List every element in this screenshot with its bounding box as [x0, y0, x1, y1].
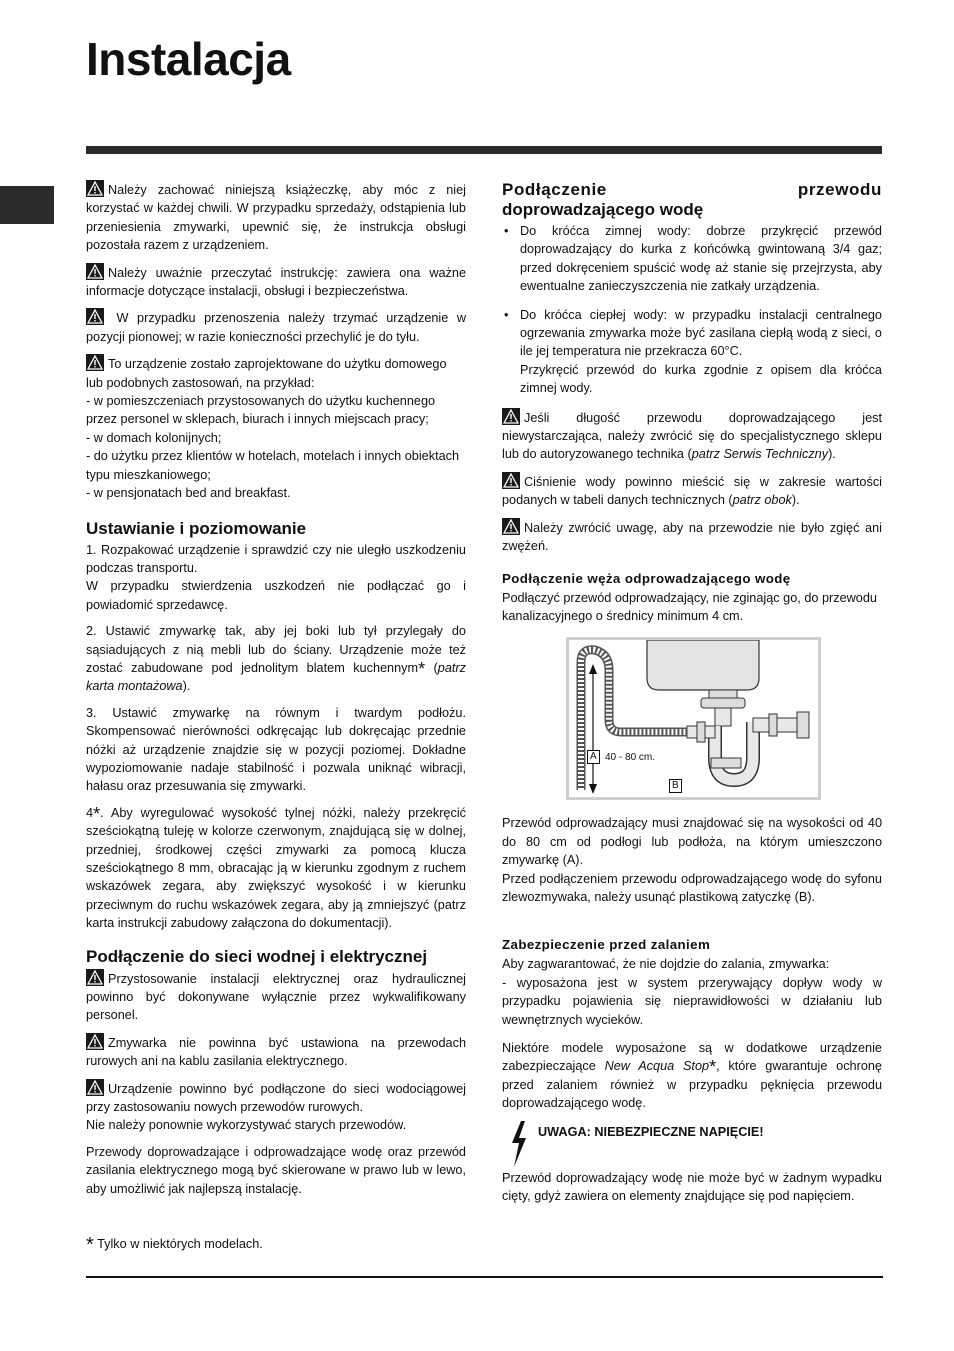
section-heading-flood-protection: Zabezpieczenie przed zalaniem — [502, 937, 711, 953]
list-item: - w domach kolonijnych; — [86, 430, 222, 445]
footnote-star: * — [93, 803, 101, 824]
footnote: * Tylko w niektórych modelach. — [86, 1234, 263, 1256]
list-item: - w pomieszczeniach przystosowanych do użytku kuchennego przez personel w sklepach, biurach i innych miejscach pracy; — [86, 394, 436, 427]
siphon-illustration — [569, 640, 818, 797]
warning-paragraph: Ciśnienie wody powinno mieścić się w zakresie wartości podanych w tabeli danych technicznych (patrz obok). — [502, 472, 882, 510]
drain-hose-diagram — [566, 637, 821, 800]
warning-paragraph: Należy zachować niniejszą książeczkę, aby móc z niej korzystać w każdej chwili. W przypadku sprzedaży, odstąpienia lub przeniesienia zmywarki, upewnić się, że instrukcja obsługi pozostała razem z urządzeniem. — [86, 180, 466, 255]
warning-icon — [502, 472, 520, 489]
footer-rule — [86, 1276, 883, 1278]
paragraph: Przewód odprowadzający musi znajdować się na wysokości od 40 do 80 cm od podłogi lub podłoża, na którym umieszczono zmywarkę (A). Przed podłączeniem przewodu odprowadzającego wodę do syfonu zlewozmywaka, należy usunąć plastikową zatyczkę (B). — [502, 816, 882, 904]
lightning-bolt-icon — [510, 1121, 528, 1167]
footnote-star: * — [709, 1057, 717, 1078]
warning-paragraph: Należy zwrócić uwagę, aby na przewodzie nie było zgięć ani zwężeń. — [502, 518, 882, 556]
warning-icon — [86, 1079, 104, 1096]
section-heading-connection: Podłączenie do sieci wodnej i elektrycznej — [86, 946, 428, 966]
list-item: • Do króćca ciepłej wody: w przypadku instalacji centralnego ogrzewania zmywarka może być zasilana ciepłą wodą z sieci, o ile jej temperatura nie przekracza 60°C. Przykręcić przewód do kurka zgodnie z opisem dla króćca zimnej wody. — [502, 306, 882, 398]
section-heading-drain: Podłączenie węża odprowadzającego wodę — [502, 570, 791, 586]
warning-paragraph: Należy uważnie przeczytać instrukcję: zawiera ona ważne informacje dotyczące instalacji, obsługi i bezpieczeństwa. — [86, 263, 466, 301]
footnote-star: * — [418, 658, 426, 679]
warning-paragraph: Zmywarka nie powinna być ustawiona na przewodach rurowych ani na kablu zasilania elektrycznego. — [86, 1033, 466, 1071]
list-item: • Do króćca zimnej wody: dobrze przykręcić przewód doprowadzający do kurka z końcówką gwintowaną 3/4 gaz; przed dokręceniem spuścić wodę aż stanie się przejrzysta, aby ewentualne zanieczyszczenia nie zatkały urządzenia. — [502, 222, 882, 296]
paragraph: 2. Ustawić zmywarkę tak, aby jej boki lub tył przylegały do sąsiadujących z nią mebli lub do ściany. Urządzenie może też zostać zabudowane pod jednolitym blatem kuchennym* (patrz karta montażowa). — [86, 624, 466, 694]
warning-icon — [502, 518, 520, 535]
danger-notice — [510, 1121, 882, 1167]
paragraph: Przewody doprowadzające i odprowadzające wodę oraz przewód zasilania elektrycznego mogą być skierowane w prawo lub w lewo, aby umożliwić jak najlepszą instalację. — [86, 1144, 466, 1196]
warning-paragraph-domestic-use: To urządzenie zostało zaprojektowane do użytku domowego lub podobnych zastosowań, na przykład: - w pomieszczeniach przystosowanych do użytku kuchennego przez personel w sklepach, biurach i innych miejscach pracy; - w domach kolonijnych; - do użytku przez klientów w hotelach, motelach i innych obiektach typu mieszkaniowego; - w pensjonatach bed and breakfast. — [86, 354, 466, 502]
warning-icon — [86, 1033, 104, 1050]
inlet-bullet-list — [502, 222, 882, 398]
label-b: B — [669, 779, 682, 793]
footnote-star: * — [86, 1234, 94, 1256]
page-title: Instalacja — [86, 33, 291, 85]
paragraph: Aby zagwarantować, że nie dojdzie do zalania, zmywarka: - wyposażona jest w system przerywający dopływ wody w przypadku pojawienia się nieprawidłowości w działaniu lub wewnętrznych wycieków. — [502, 957, 882, 1027]
warning-icon — [86, 969, 104, 986]
danger-title: UWAGA: NIEBEZPIECZNE NAPIĘCIE! — [538, 1124, 764, 1139]
height-range-label: 40 - 80 cm. — [605, 752, 656, 764]
header-rule — [86, 146, 882, 154]
side-tab-marker — [0, 186, 54, 224]
warning-icon — [86, 308, 104, 325]
section-heading-leveling: Ustawianie i poziomowanie — [86, 518, 307, 538]
paragraph: Podłączyć przewód odprowadzający, nie zginając go, do przewodu kanalizacyjnego o średnicy minimum 4 cm. — [502, 590, 877, 623]
paragraph: Przewód doprowadzający wodę nie może być w żadnym wypadku cięty, gdyż zawiera on elementy znajdujące się pod napięciem. — [502, 1170, 882, 1203]
paragraph: 4*. Aby wyregulować wysokość tylnej nóżki, należy przekręcić sześciokątną tuleję w kolorze czerwonym, znajdującą się w dolnej, przedniej, środkowej części zmywarki za pomocą klucza sześciokątnego 8 mm, obracając ją w kierunku zgodnym z ruchem wskazówek zegara, aby zwiększyć wysokość i w kierunku przeciwnym do ruchu wskazówek zegara, aby ją zmniejszyć (patrz karta instrukcji zabudowy załączona do dokumentacji). — [86, 803, 466, 931]
warning-paragraph: Urządzenie powinno być podłączone do sieci wodociągowej przy zastosowaniu nowych przewodów rurowych. Nie należy ponownie wykorzystywać starych przewodów. — [86, 1079, 466, 1135]
list-item: - do użytku przez klientów w hotelach, motelach i innych obiektach typu mieszkaniowego; — [86, 449, 460, 482]
warning-icon — [86, 354, 104, 371]
warning-paragraph: W przypadku przenoszenia należy trzymać urządzenie w pozycji pionowej; w razie konieczności przechylić je do tyłu. — [86, 308, 466, 346]
left-column — [86, 180, 466, 1206]
warning-icon — [502, 408, 520, 425]
right-column — [502, 180, 882, 1213]
section-heading-inlet: Podłączenie przewodu doprowadzającego wodę — [502, 180, 882, 219]
warning-icon — [86, 180, 104, 197]
list-item: - w pensjonatach bed and breakfast. — [86, 486, 291, 501]
paragraph: 1. Rozpakować urządzenie i sprawdzić czy nie uległo uszkodzeniu podczas transportu. W przypadku stwierdzenia uszkodzeń nie podłączać go i powiadomić sprzedawcę. — [86, 542, 466, 612]
warning-paragraph: Jeśli długość przewodu doprowadzającego jest niewystarczająca, należy zwrócić się do specjalistycznego sklepu lub do autoryzowanego technika (patrz Serwis Techniczny). — [502, 408, 882, 464]
label-a: A — [587, 750, 600, 764]
warning-paragraph: Przystosowanie instalacji elektrycznej oraz hydraulicznej powinno być dokonywane wyłącznie przez wykwalifikowany personel. — [86, 969, 466, 1025]
paragraph: 3. Ustawić zmywarkę na równym i twardym podłożu. Skompensować nierówności odkręcając lub dokręcając przednie nóżki aż urządzenie znajdzie się w pozycji poziomej. Dokładne wypoziomowanie nadaje stabilność i pozwala uniknąć wibracji, hałasu oraz przesuwania się zmywarki. — [86, 705, 466, 794]
paragraph: Niektóre modele wyposażone są w dodatkowe urządzenie zabezpieczające New Acqua Stop*, które gwarantuje ochronę przed zalaniem również w przypadku pęknięcia przewodu doprowadzającego wodę. — [502, 1040, 882, 1111]
warning-icon — [86, 263, 104, 280]
